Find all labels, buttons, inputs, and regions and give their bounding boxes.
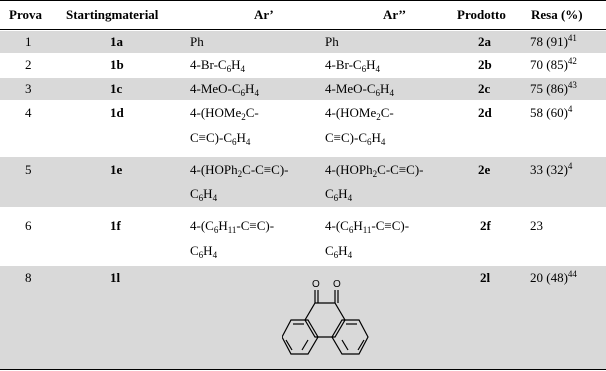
resa-cell: 75 $(86)^{43}$ — [530, 80, 577, 96]
ar1-cell-line2: $C\equiv C)-C_6H_4$ — [190, 130, 251, 147]
ar2-cell-line1: $4-(C_6H_{11}-C\equiv C)-$ — [325, 218, 410, 235]
sm-cell: 1a — [110, 34, 123, 49]
header-ar1: Ar’ — [254, 7, 274, 22]
prova-cell: 1 — [25, 34, 32, 49]
ar1-cell-line1: 4-(HOPh$_2$C-C≡C)- — [190, 162, 289, 179]
bottom-rule — [0, 369, 606, 370]
header-ar2: Ar’’ — [383, 7, 407, 22]
ar1-cell: $4-MeO-C_6H_4$ — [190, 81, 259, 98]
phenanthrenequinone-structure — [282, 276, 372, 364]
prova-cell: 3 — [25, 81, 32, 96]
prova-cell: 5 — [25, 162, 32, 177]
resa-cell: 58 $(60)^4$ — [530, 104, 573, 120]
sm-cell: 1f — [110, 218, 121, 233]
ar1-cell: $4-Br-C_6H_4$ — [190, 57, 245, 74]
table-row — [0, 78, 606, 100]
prod-cell: 2a — [478, 34, 491, 49]
header-startingmaterial: Startingmaterial — [66, 7, 159, 22]
resa-cell: 70 $(85)^{42}$ — [530, 56, 577, 72]
header-prodotto: Prodotto — [457, 7, 506, 22]
prod-cell: 2c — [478, 81, 491, 96]
prod-cell: 2f — [480, 218, 491, 233]
ar2-cell: $4-Br-C_6H_4$ — [325, 57, 380, 74]
ar2-cell-line1: 4-(HOPh$_2$C-C≡C)- — [325, 162, 424, 179]
ar2-cell-line2: $C_6H_4$ — [325, 243, 353, 260]
prova-cell: 4 — [25, 105, 32, 120]
ar1-cell-line2: $C_6H_4$ — [190, 186, 218, 203]
oxygen-label: O — [333, 279, 341, 290]
resa-cell: 23 — [530, 218, 543, 233]
ar1-cell: Ph — [190, 34, 204, 49]
sm-cell: 1e — [110, 162, 123, 177]
prova-cell: 6 — [25, 218, 32, 233]
resa-cell: 78 $(91)^{41}$ — [530, 33, 577, 49]
ar2-cell-line1: 4-(HOMe$_2$C- — [325, 105, 394, 122]
header-rule — [0, 29, 606, 30]
header-resa: Resa (%) — [531, 7, 583, 22]
top-rule — [0, 0, 606, 1]
sm-cell: 1d — [110, 105, 124, 120]
ar2-cell-line2: $C\equiv C)-C_6H_4$ — [325, 130, 386, 147]
ar2-cell: $4-MeO-C_6H_4$ — [325, 81, 394, 98]
header-prova: Prova — [9, 7, 42, 22]
prova-cell: 2 — [25, 57, 32, 72]
ar2-cell: Ph — [325, 34, 339, 49]
prod-cell: 2e — [478, 162, 491, 177]
sm-cell: 1l — [110, 270, 121, 285]
ar1-cell-line1: 4-(HOMe$_2$C- — [190, 105, 259, 122]
ar2-cell-line2: $C_6H_4$ — [325, 186, 353, 203]
table-row — [0, 157, 606, 207]
sm-cell: 1b — [110, 57, 124, 72]
ar1-cell-line2: $C_6H_4$ — [190, 243, 218, 260]
resa-cell: 20 $(48)^{44}$ — [530, 269, 577, 285]
sm-cell: 1c — [110, 81, 123, 96]
table-row — [0, 31, 606, 53]
prod-cell: 2d — [478, 105, 492, 120]
ar1-cell-line1: $4-(C_6H_{11}-C\equiv C)-$ — [190, 218, 275, 235]
prod-cell: 2l — [480, 270, 491, 285]
resa-cell: 33 $(32)^4$ — [530, 161, 573, 177]
prod-cell: 2b — [478, 57, 492, 72]
oxygen-label: O — [312, 279, 320, 290]
prova-cell: 8 — [25, 270, 32, 285]
